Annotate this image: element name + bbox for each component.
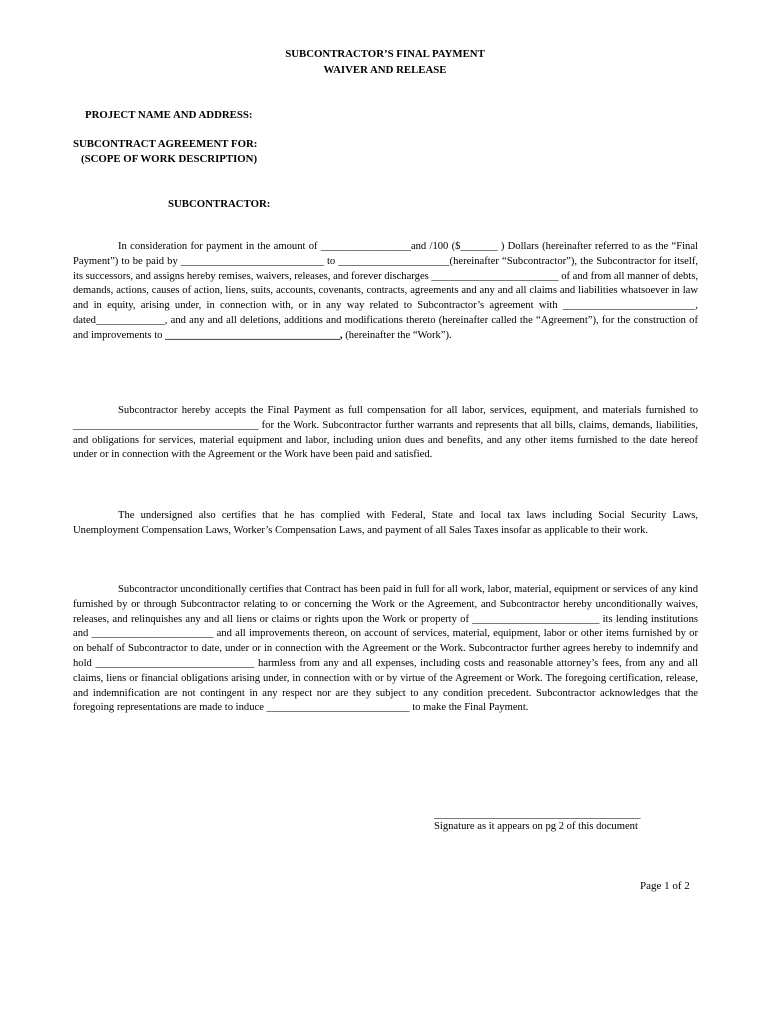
paragraph-consideration bbox=[73, 240, 698, 344]
paragraph-consideration-end: (hereinafter the “Work”). bbox=[342, 329, 452, 341]
signature-line: _______________________________________ bbox=[434, 809, 641, 820]
paragraph-tax-compliance: The undersigned also certifies that he has complied with Federal, State and local tax laws including Social Security Laws, Unemployment Compensation Laws, Worker’s Compensation Laws, and payment of all Sales Taxes insofar as applicable to their work. bbox=[73, 510, 698, 536]
subcontractor-label: SUBCONTRACTOR: bbox=[168, 198, 271, 210]
document-title-line1: SUBCONTRACTOR’S FINAL PAYMENT bbox=[285, 48, 485, 60]
paragraph-unconditional-certification: Subcontractor unconditionally certifies that Contract has been paid in full for all work, labor, material, equipment or services of any kind furnished by or through Subcontractor relating to or concerning the Work or the Agreement, and Subcontractor hereby unconditionally waives, releases, and relinquishes any and all liens or claims or rights upon the Work or property of ________________________ its lending institutions and _______________________ and all improvements thereon, on account of services, material, equipment, labor or other items furnished by or on behalf of Subcontractor to date, under or in connection with the Agreement or the Work. Subcontractor further agrees hereby to indemnify and hold ______________________________ harmless from any and all expenses, including costs and reasonable attorney’s fees, from any and all claims, liens or financial obligations arising under, in connection with or by virtue of the Agreement or Work. The foregoing certification, release, and indemnification are not contingent in any respect nor are they subject to any condition precedent. Subcontractor acknowledges that the foregoing representations are made to induce ___________________________ to make the Final Payment. bbox=[73, 584, 698, 714]
project-name-label: PROJECT NAME AND ADDRESS: bbox=[85, 109, 253, 121]
paragraph-acceptance: Subcontractor hereby accepts the Final Payment as full compensation for all labor, services, equipment, and materials furnished to ___________________________________ for the Work. Subcontractor further warrants and represents that all bills, claims, demands, liabilities, and obligations for services, material equipment and labor, including union dues and benefits, and any other items furnished to the date hereof under or in connection with the Agreement or the Work have been paid and satisfied. bbox=[73, 405, 698, 461]
page-number: Page 1 of 2 bbox=[640, 880, 690, 892]
scope-of-work-label: (SCOPE OF WORK DESCRIPTION) bbox=[81, 153, 258, 165]
work-blank: _________________________________, bbox=[165, 329, 343, 341]
document-title-line2: WAIVER AND RELEASE bbox=[323, 64, 447, 76]
paragraph-consideration-text: In consideration for payment in the amount of _________________and /100 ($_______ ) Dollars (hereinafter referred to as the “Final Payment”) to be paid by ___________________________ to _____________________(hereinafter “Subcontractor”), the Subcontractor for itself, its successors, and assigns hereby remises, waivers, releases, and forever discharges ________________________ of and from all manner of debts, demands, actions, causes of action, liens, suits, accounts, covenants, contracts, agreements and any and all claims and liabilities whatsoever in law and in equity, arising under, in connection with, or in any way related to Subcontractor’s agreement with _________________________, dated_____________, and any and all deletions, additions and modifications thereto (hereinafter called the “Agreement”), for the construction of and improvements to bbox=[73, 241, 698, 341]
subcontract-agreement-label: SUBCONTRACT AGREEMENT FOR: bbox=[73, 138, 258, 150]
signature-caption: Signature as it appears on pg 2 of this document bbox=[434, 821, 638, 832]
